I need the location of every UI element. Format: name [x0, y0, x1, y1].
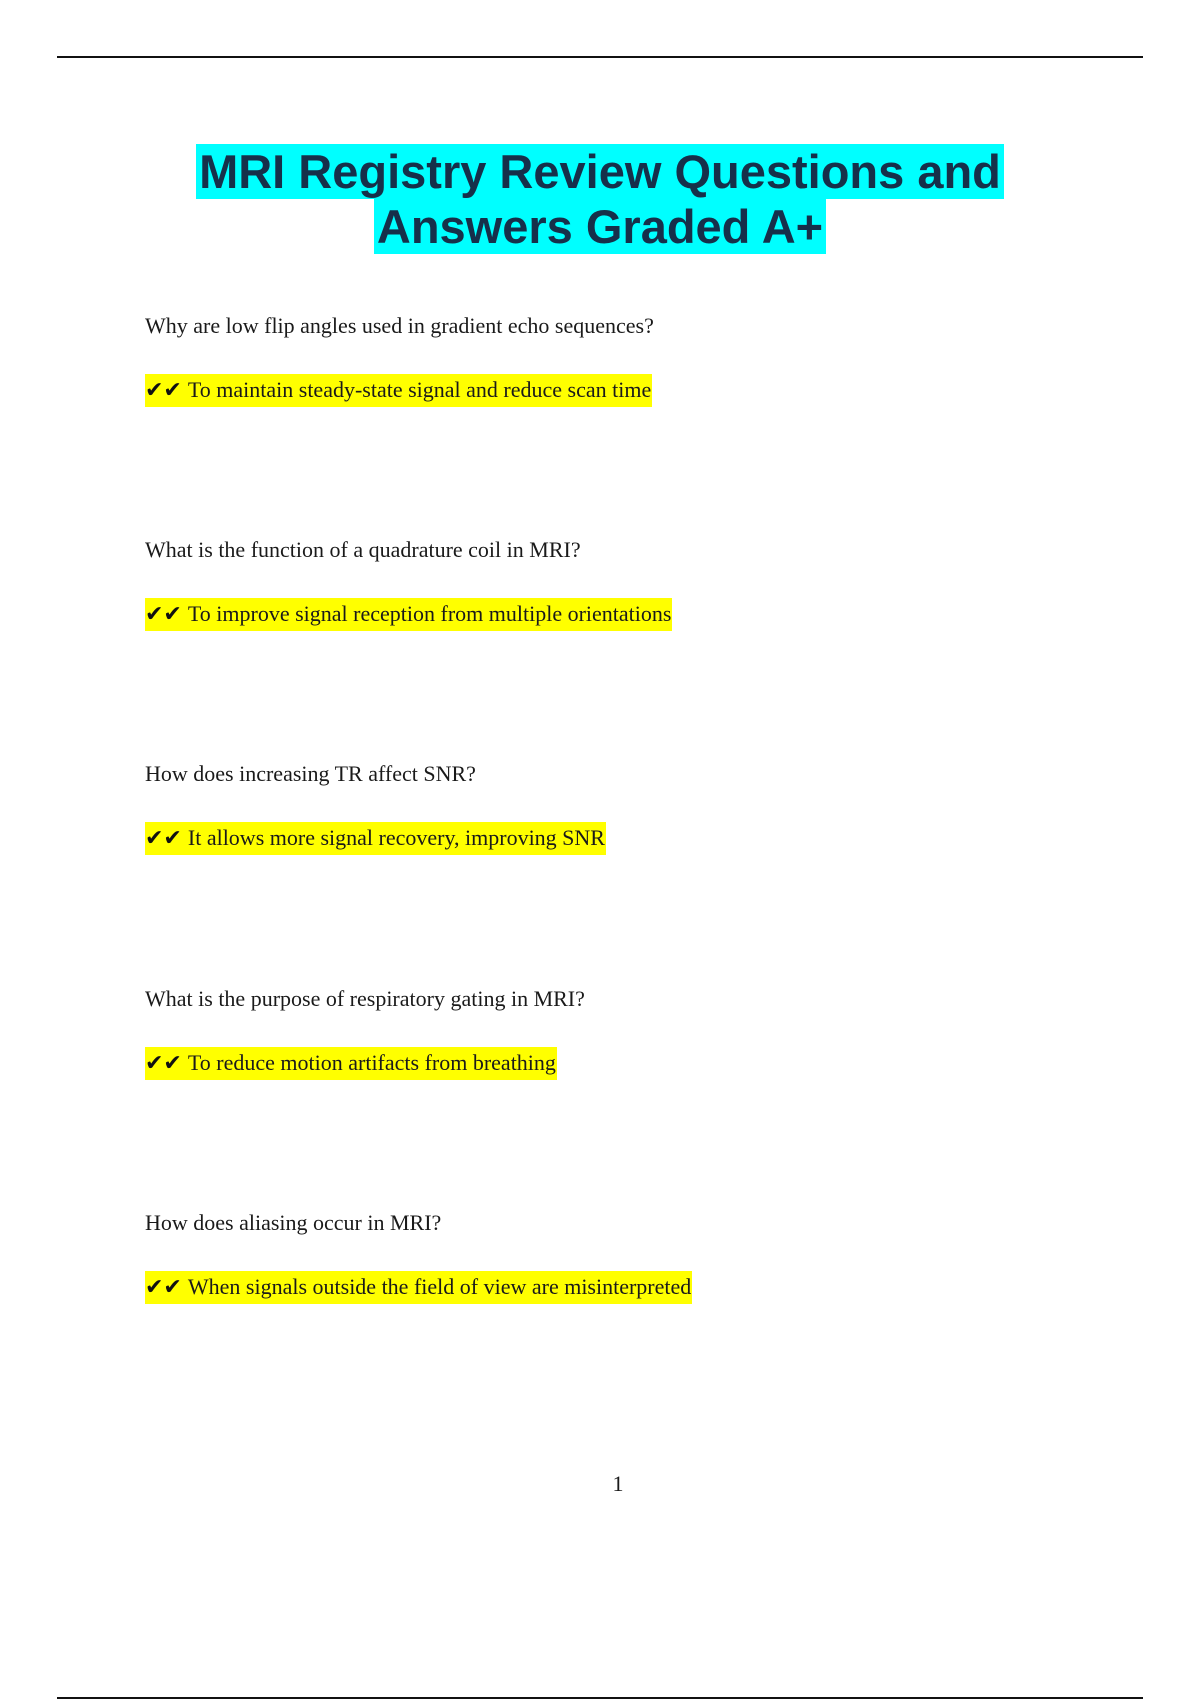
- question-text: What is the function of a quadrature coil in MRI?: [145, 537, 581, 562]
- answer-highlight: [145, 1047, 557, 1080]
- qa-item: [145, 1209, 1145, 1300]
- qa-item: [145, 536, 1145, 627]
- check-icon: ✔✔: [145, 826, 182, 851]
- question-text: Why are low flip angles used in gradient echo sequences?: [145, 313, 654, 338]
- answer-highlight: [145, 822, 606, 855]
- answer-label: To improve signal reception from multiple orientations: [187, 601, 672, 626]
- check-icon: ✔✔: [145, 1051, 182, 1076]
- qa-item: [145, 760, 1145, 851]
- answer-label: When signals outside the field of view are misinterpreted: [187, 1274, 692, 1299]
- answer-label: It allows more signal recovery, improving SNR: [187, 825, 605, 850]
- answer-label: To maintain steady-state signal and reduce scan time: [187, 377, 652, 402]
- answer-highlight: [145, 374, 652, 407]
- answer-highlight: [145, 1271, 692, 1304]
- answer-text: [145, 598, 672, 631]
- question-text: How does increasing TR affect SNR?: [145, 761, 476, 786]
- check-icon: ✔✔: [145, 602, 182, 627]
- title-line-1: MRI Registry Review Questions and: [196, 144, 1004, 199]
- answer-label: To reduce motion artifacts from breathing: [187, 1050, 556, 1075]
- check-icon: ✔✔: [145, 1275, 182, 1300]
- qa-item: [145, 312, 1145, 403]
- answer-text: [145, 1047, 557, 1080]
- answer-text: [145, 374, 652, 407]
- question-text: What is the purpose of respiratory gating in MRI?: [145, 986, 585, 1011]
- answer-text: [145, 1271, 692, 1304]
- bottom-rule: [57, 1697, 1143, 1699]
- answer-text: [145, 822, 606, 855]
- qa-item: [145, 985, 1145, 1076]
- answer-highlight: [145, 598, 672, 631]
- top-rule: [57, 56, 1143, 58]
- check-icon: ✔✔: [145, 378, 182, 403]
- title-line-2: Answers Graded A+: [374, 199, 826, 254]
- page-title: [0, 144, 1200, 254]
- question-text: How does aliasing occur in MRI?: [145, 1210, 442, 1235]
- page-number: 1: [612, 1471, 624, 1496]
